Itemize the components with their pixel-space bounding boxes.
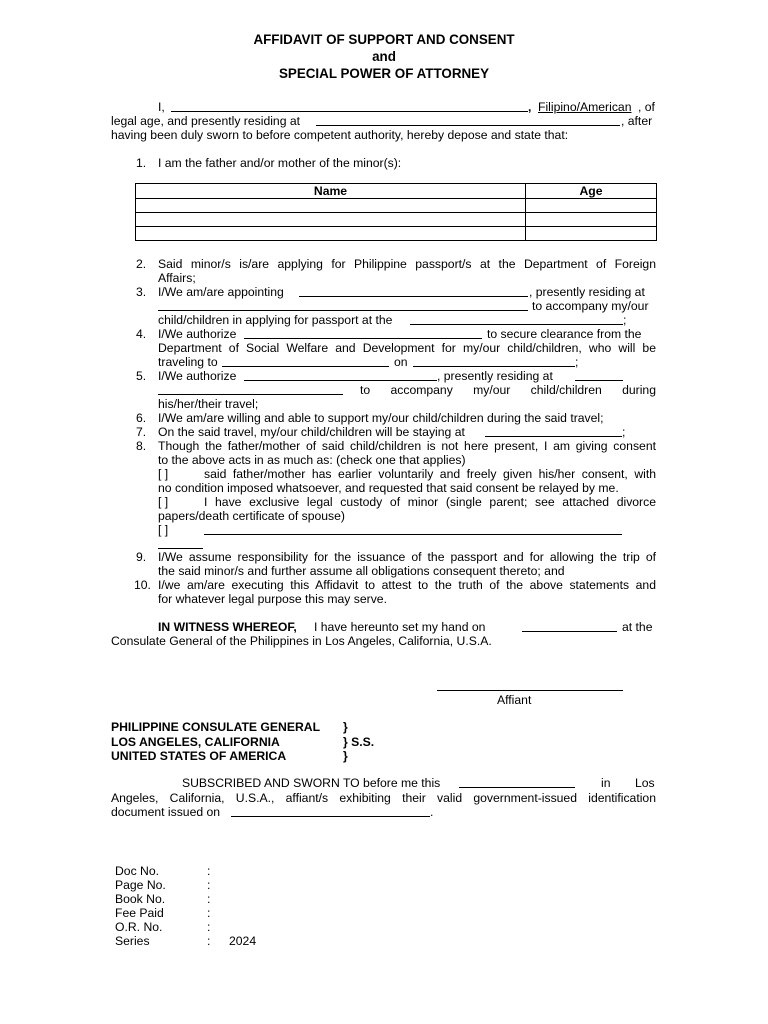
jurat-text-b: in <box>601 776 611 790</box>
item-6-number: 6. <box>136 411 147 425</box>
page-no-label: Page No. <box>115 878 166 892</box>
table-row <box>136 213 657 227</box>
item-10-number: 10. <box>134 578 151 592</box>
checkbox-option-1[interactable]: [ ] <box>158 467 169 481</box>
table-row <box>136 227 657 241</box>
affiant-signature-line[interactable] <box>437 679 623 691</box>
item-2-text-a: Said minor/s is/are applying for Philippine passport/s at the Department of Foreign <box>158 257 656 271</box>
item-8-text-b: to the above acts in as much as: (check one that applies) <box>158 453 466 467</box>
appointee-residence-blank[interactable] <box>158 299 528 311</box>
item-3-text-d: child/children in applying for passport at the <box>158 313 393 327</box>
item-9-number: 9. <box>136 550 147 564</box>
item-2-number: 2. <box>136 257 147 271</box>
witness-date-blank[interactable] <box>522 620 617 632</box>
venue-brace-3: } <box>343 749 348 763</box>
item-8-text-a: Though the father/mother of said child/children is not here present, I am giving consent <box>158 439 656 453</box>
item-5-text-d: his/her/their travel; <box>158 397 259 411</box>
minor-name-cell[interactable] <box>136 199 526 213</box>
other-reason-blank-2[interactable] <box>158 537 203 549</box>
option-1-text-b: no condition imposed whatsoever, and requested that said consent be relayed by me. <box>158 481 619 495</box>
destination-blank[interactable] <box>222 355 389 367</box>
item-5-text-a: I/We authorize <box>158 369 237 383</box>
companion-residence-blank-2[interactable] <box>158 383 343 395</box>
jurat-text-c: Los <box>635 776 655 790</box>
travel-date-blank[interactable] <box>413 355 575 367</box>
item-9-text-b: the said minor/s and further assume all obligations consequent thereto; and <box>158 564 565 578</box>
minor-age-cell[interactable] <box>526 213 657 227</box>
or-no-label: O.R. No. <box>115 920 163 934</box>
doc-no-label: Doc No. <box>115 864 160 878</box>
series-value: 2024 <box>229 934 257 948</box>
minor-age-cell[interactable] <box>526 227 657 241</box>
jurat-text-a: SUBSCRIBED AND SWORN TO before me this <box>182 776 441 790</box>
staying-at-blank[interactable] <box>485 425 622 437</box>
venue-line-1: PHILIPPINE CONSULATE GENERAL <box>111 720 321 734</box>
name-column-header: Name <box>136 184 526 199</box>
passport-office-blank[interactable] <box>410 313 623 325</box>
option-2-text-a: I have exclusive legal custody of minor (single parent; see attached divorce <box>204 495 656 509</box>
witness-text-1: I have hereunto set my hand on <box>314 620 486 634</box>
book-no-label: Book No. <box>115 892 166 906</box>
witness-text-3: Consulate General of the Philippines in Los Angeles, California, U.S.A. <box>111 634 492 648</box>
authorized-person-blank[interactable] <box>244 327 482 339</box>
item-4-text-c: Department of Social Welfare and Development for my/our child/children, who will be <box>158 341 656 355</box>
document-title-line3: SPECIAL POWER OF ATTORNEY <box>278 66 490 81</box>
venue-line-2: LOS ANGELES, CALIFORNIA <box>111 735 280 749</box>
fee-paid-label: Fee Paid <box>115 906 164 920</box>
option-1-text-a: said father/mother has earlier voluntarily and freely given his/her consent, with <box>204 467 656 481</box>
item-2-text-b: Affairs; <box>158 271 196 285</box>
item-7-number: 7. <box>136 425 147 439</box>
document-title-line2: and <box>372 49 396 64</box>
minor-name-cell[interactable] <box>136 213 526 227</box>
item-4-text-e: on <box>394 355 408 369</box>
item-3-number: 3. <box>136 285 147 299</box>
companion-residence-blank[interactable] <box>575 369 623 381</box>
residence-blank[interactable] <box>316 114 620 126</box>
intro-legal-age: legal age, and presently residing at <box>111 114 301 128</box>
venue-brace-1: } <box>343 720 348 734</box>
age-column-header: Age <box>526 184 657 199</box>
item-7-text: On the said travel, my/our child/children will be staying at <box>158 425 465 439</box>
document-title-line1: AFFIDAVIT OF SUPPORT AND CONSENT <box>253 32 515 47</box>
affiant-name-blank[interactable] <box>171 100 528 112</box>
witness-text-2: at the <box>622 620 653 634</box>
other-reason-blank[interactable] <box>204 523 622 535</box>
id-issue-date-blank[interactable] <box>231 805 430 817</box>
appointee-blank[interactable] <box>299 285 528 297</box>
item-3-text-c: to accompany my/our <box>532 299 649 313</box>
jurat-date-blank[interactable] <box>459 776 575 788</box>
item-4-text-b: to secure clearance from the <box>487 327 642 341</box>
table-row <box>136 199 657 213</box>
jurat-text-2: Angeles, California, U.S.A., affiant/s exhibiting their valid government-issued identification <box>111 791 656 805</box>
item-3-text-a: I/We am/are appointing <box>158 285 284 299</box>
intro-after: , after <box>621 114 653 128</box>
item-4-text-a: I/We authorize <box>158 327 237 341</box>
item-5-text-b: , presently residing at <box>437 369 553 383</box>
item-8-number: 8. <box>136 439 147 453</box>
series-label: Series <box>115 934 150 948</box>
nationality-text: Filipino/American <box>538 100 632 114</box>
item-5-text-c: to accompany my/our child/children during <box>360 383 656 397</box>
minor-name-cell[interactable] <box>136 227 526 241</box>
item-1-number: 1. <box>136 156 147 170</box>
venue-brace-2: } S.S. <box>343 735 375 749</box>
companion-blank[interactable] <box>244 369 437 381</box>
jurat-dot: . <box>430 805 434 819</box>
item-4-number: 4. <box>136 327 147 341</box>
item-3-text-b: , presently residing at <box>529 285 645 299</box>
intro-i-label: I, <box>158 100 165 114</box>
item-5-number: 5. <box>136 369 147 383</box>
item-10-text-a: I/we am/are executing this Affidavit to attest to the truth of the above statements and <box>158 578 656 592</box>
minors-table <box>135 183 657 241</box>
venue-line-3: UNITED STATES OF AMERICA <box>111 749 287 763</box>
affiant-label: Affiant <box>497 693 532 707</box>
item-6-text: I/We am/are willing and able to support my/our child/children during the said travel; <box>158 411 604 425</box>
item-4-text-d: traveling to <box>158 355 218 369</box>
minor-age-cell[interactable] <box>526 199 657 213</box>
jurat-text-3: document issued on <box>111 805 221 819</box>
item-1-text: I am the father and/or mother of the minor(s): <box>158 156 402 170</box>
item-9-text-a: I/We assume responsibility for the issuance of the passport and for allowing the trip of <box>158 550 656 564</box>
intro-of: , of <box>638 100 655 114</box>
item-10-text-b: for whatever legal purpose this may serve. <box>158 592 387 606</box>
intro-sworn: having been duly sworn to before competent authority, hereby depose and state that: <box>111 128 569 142</box>
option-2-text-b: papers/death certificate of spouse) <box>158 509 345 523</box>
checkbox-option-3[interactable]: [ ] <box>158 523 169 537</box>
checkbox-option-2[interactable]: [ ] <box>158 495 169 509</box>
witness-bold: IN WITNESS WHEREOF, <box>158 620 297 634</box>
